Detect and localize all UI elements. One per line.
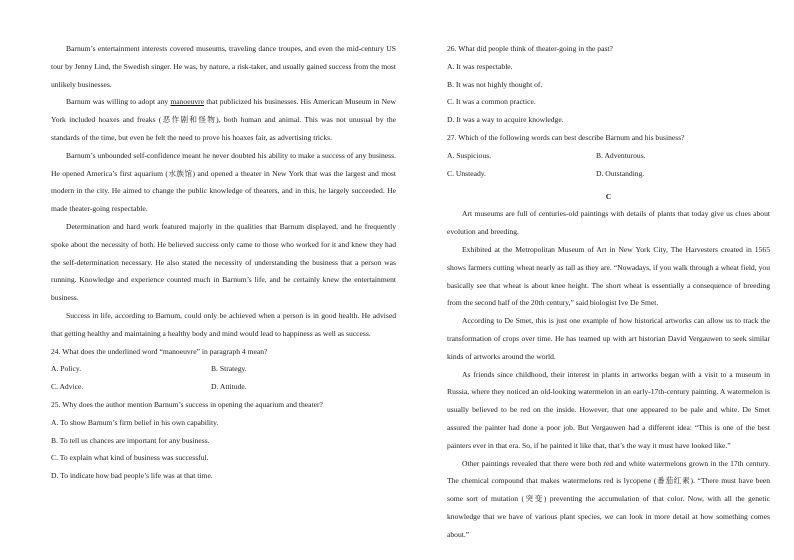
q27-option-c[interactable]: C. Unsteady.: [447, 168, 486, 178]
passage-c-paragraph-3: According to De Smet, this is just one example of how historical artworks can allow us to track the transformation of crops over time. He has teamed up with art historian David Vergauwen to seek similar kinds of artworks around the world.: [447, 316, 770, 361]
q24-option-c[interactable]: C. Advice.: [51, 382, 84, 392]
q25-option-d[interactable]: D. To indicate how bad people’s life was at that time.: [51, 471, 213, 481]
q25-option-c[interactable]: C. To explain what kind of business was successful.: [51, 453, 209, 463]
passage-b-paragraph-4: Determination and hard work featured majorly in the qualities that Barnum displayed, and he frequently spoke about the necessity of both. He believed success only came to those who worked for it and knew they had the self-determination necessary. He also stated the necessity of understanding the business that a person was running. Knowledge and experience counted much in Barnum’s life, and he certainly knew the entertainment business.: [51, 221, 396, 303]
passage-b-paragraph-1: Barnum’s entertainment interests covered museums, traveling dance troupes, and even the mid-century US tour by Jenny Lind, the Swedish singer. He was, by nature, a risk-taker, and usually gained success from the most unlikely businesses.: [51, 44, 396, 89]
right-column: [447, 40, 770, 544]
underlined-word: manoeuvre: [170, 97, 205, 107]
question-25-stem: 25. Why does the author mention Barnum’s success in opening the aquarium and theater?: [51, 399, 323, 409]
question-26-stem: 26. What did people think of theater-going in the past?: [447, 44, 613, 53]
passage-b-paragraph-5: Success in life, according to Barnum, could only be achieved when a person is in good health. He advised that getting healthy and maintaining a healthy body and mind would lead to happiness as well as success.: [51, 310, 396, 338]
q24-option-b[interactable]: B. Strategy.: [211, 364, 247, 374]
passage-c-paragraph-4: As friends since childhood, their interest in plants in artworks began with a visit to a museum in Russia, where they noticed an old-looking watermelon in an early-17th-century painting. A watermelon is usually believed to be red on the inside. However, that one appeared to be pale and white. De Smet assured the painter had done a poor job. But Vergauwen had a different idea: “This is one of the best painters ever in that era. So, if he painted it like that, that’s the way it must have looked like.”: [447, 369, 770, 450]
q24-option-a[interactable]: A. Policy.: [51, 364, 82, 374]
question-24-options-cd: [51, 378, 396, 396]
question-24-options-ab: [51, 360, 396, 378]
q26-option-b[interactable]: B. It was not highly thought of.: [447, 79, 543, 89]
q27-option-b[interactable]: B. Adventurous.: [596, 150, 646, 160]
q27-option-d[interactable]: D. Outstanding.: [596, 168, 645, 178]
passage-b-paragraph-3: Barnum’s unbounded self-confidence meant he never doubted his ability to make a success of any business. He opened America’s first aquarium (水族馆) and opened a theater in New York that was the largest and most modern in the city. He aimed to change the public knowledge of theaters, and in this, he largely succeeded. He made theater-going respectable.: [51, 150, 396, 214]
question-27-stem: 27. Which of the following words can best describe Barnum and his business?: [447, 132, 685, 142]
q26-option-c[interactable]: C. It was a common practice.: [447, 97, 536, 107]
q26-option-d[interactable]: D. It was a way to acquire knowledge.: [447, 115, 564, 125]
q24-option-d[interactable]: D. Attitude.: [211, 382, 247, 392]
passage-c-paragraph-5: Other paintings revealed that there were both red and white watermelons grown in the 17th century. The chemical compound that makes watermelons red is lycopene (番茄红素). “There must have been some sort of mutation (突变) preventing the accumulation of that color. Now, with all the genetic knowledge that we have of various plant species, we can look in more detail at how something comes about.”: [447, 458, 770, 539]
passage-c-paragraph-2: Exhibited at the Metropolitan Museum of Art in New York City, The Harvesters created in 1565 shows farmers cutting wheat nearly as tall as they are. “Nowadays, if you walk through a wheat field, you basically see that wheat is about knee height. The short wheat is essentially a consequence of breeding from the second half of the 20th century,” said biologist Ive De Smet.: [447, 244, 770, 308]
q25-option-b[interactable]: B. To tell us chances are important for any business.: [51, 435, 210, 445]
passage-c-paragraph-1: Art museums are full of centuries-old paintings with details of plants that today give us clues about evolution and breeding.: [447, 209, 770, 237]
q25-option-a[interactable]: A. To show Barnum’s firm belief in his own capability.: [51, 417, 219, 427]
q27-option-a[interactable]: A. Suspicious.: [447, 150, 492, 160]
question-27-options-cd: [447, 165, 770, 183]
question-27-options-ab: [447, 147, 770, 165]
passage-b-paragraph-2: Barnum was willing to adopt any manoeuvre that publicized his businesses. His American Museum in New York included hoaxes and freaks (恶作剧和怪物), both human and animal. This was not unusual by the standards of the time, but even he felt the need to prove his hoaxes fair, as advertising tricks.: [51, 97, 396, 142]
q26-option-a[interactable]: A. It was respectable.: [447, 61, 513, 71]
question-24-stem: 24. What does the underlined word “manoeuvre” in paragraph 4 mean?: [51, 346, 268, 356]
left-column: [51, 40, 396, 485]
section-heading-c: C: [605, 192, 612, 202]
